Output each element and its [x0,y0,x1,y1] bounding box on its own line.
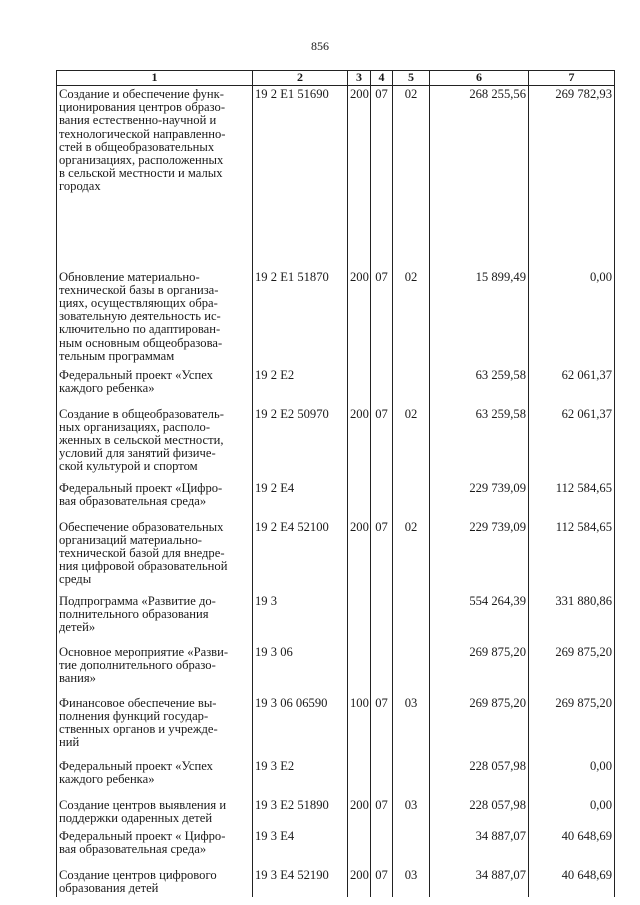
row-code: 19 2 E4 52100 [253,519,348,593]
row-value-7: 40 648,69 [529,828,615,867]
header-row [57,71,615,86]
table-row [57,758,615,797]
row-name: Финансовое обеспечение вы- полнения функций государ- ственных органов и учрежде- ний [57,695,253,758]
row-col3 [348,367,371,406]
table-row [57,480,615,519]
row-value-7: 269 782,93 [529,86,615,269]
col-header-1: 1 [57,71,253,86]
row-value-6: 63 259,58 [430,406,529,480]
row-col5: 02 [393,86,430,269]
col-header-3: 3 [348,71,371,86]
row-col3 [348,593,371,644]
row-col3 [348,828,371,867]
row-name: Обновление материально- технической базы в организа- циях, осуществляющих обра- зовательную деятельность ис- ключительно по адаптирован- ным основным общеобразова- тельным программам [57,269,253,367]
row-code: 19 3 [253,593,348,644]
table-row [57,86,615,269]
row-code: 19 2 E1 51870 [253,269,348,367]
row-value-6: 15 899,49 [430,269,529,367]
row-code: 19 3 06 06590 [253,695,348,758]
row-col4: 07 [371,695,393,758]
col-header-2: 2 [253,71,348,86]
row-name: Создание и обеспечение функ- ционирования центров образо- вания естественно-научной и технологической направленно- стей в общеобразовательных организациях, расположенных в сельской местности и малых городах [57,86,253,269]
table-row [57,519,615,593]
row-value-6: 34 887,07 [430,867,529,897]
row-name: Подпрограмма «Развитие до- полнительного образования детей» [57,593,253,644]
table-row [57,797,615,828]
row-col4 [371,367,393,406]
row-col3: 200 [348,406,371,480]
row-value-6: 269 875,20 [430,695,529,758]
row-code: 19 2 E2 50970 [253,406,348,480]
row-col4 [371,828,393,867]
budget-table [56,70,615,897]
row-value-7: 112 584,65 [529,480,615,519]
row-value-6: 229 739,09 [430,480,529,519]
row-value-7: 112 584,65 [529,519,615,593]
row-name: Федеральный проект « Цифро- вая образовательная среда» [57,828,253,867]
table-row [57,828,615,867]
row-col3: 200 [348,519,371,593]
row-value-6: 228 057,98 [430,797,529,828]
col-header-4: 4 [371,71,393,86]
row-col4 [371,480,393,519]
row-col5 [393,828,430,867]
row-name: Федеральный проект «Успех каждого ребенка» [57,367,253,406]
table-row [57,593,615,644]
row-value-6: 63 259,58 [430,367,529,406]
row-col4: 07 [371,269,393,367]
row-col4: 07 [371,797,393,828]
row-code: 19 3 06 [253,644,348,695]
table-row [57,367,615,406]
col-header-7: 7 [529,71,615,86]
row-value-7: 62 061,37 [529,367,615,406]
row-col5 [393,593,430,644]
row-code: 19 2 E2 [253,367,348,406]
col-header-6: 6 [430,71,529,86]
row-name: Основное мероприятие «Разви- тие дополнительного образо- вания» [57,644,253,695]
row-col5: 03 [393,797,430,828]
row-value-6: 269 875,20 [430,644,529,695]
row-value-7: 331 880,86 [529,593,615,644]
row-col3: 100 [348,695,371,758]
row-col4: 07 [371,519,393,593]
row-col5: 02 [393,269,430,367]
row-col3 [348,644,371,695]
row-value-6: 228 057,98 [430,758,529,797]
row-value-7: 269 875,20 [529,695,615,758]
row-value-6: 34 887,07 [430,828,529,867]
row-code: 19 3 E4 [253,828,348,867]
row-col4: 07 [371,86,393,269]
row-value-7: 0,00 [529,797,615,828]
row-value-6: 268 255,56 [430,86,529,269]
row-col5: 02 [393,519,430,593]
row-value-7: 0,00 [529,758,615,797]
row-col5 [393,480,430,519]
row-col5 [393,644,430,695]
row-col3 [348,758,371,797]
row-code: 19 3 E4 52190 [253,867,348,897]
row-name: Федеральный проект «Цифро- вая образовательная среда» [57,480,253,519]
row-value-6: 554 264,39 [430,593,529,644]
row-code: 19 3 E2 [253,758,348,797]
row-code: 19 2 E4 [253,480,348,519]
row-name: Создание центров цифрового образования детей [57,867,253,897]
col-header-5: 5 [393,71,430,86]
row-col5 [393,367,430,406]
row-value-7: 40 648,69 [529,867,615,897]
row-col3: 200 [348,86,371,269]
page-number: 856 [311,39,329,53]
row-col4: 07 [371,867,393,897]
table-row [57,406,615,480]
row-col3: 200 [348,269,371,367]
row-col3 [348,480,371,519]
table-row [57,695,615,758]
row-col5: 03 [393,695,430,758]
row-col3: 200 [348,867,371,897]
row-value-7: 269 875,20 [529,644,615,695]
row-col4 [371,593,393,644]
row-col4 [371,644,393,695]
row-col5 [393,758,430,797]
row-value-7: 0,00 [529,269,615,367]
row-col4: 07 [371,406,393,480]
table-row [57,644,615,695]
row-name: Создание в общеобразователь- ных организациях, располо- женных в сельской местности, условий для занятий физиче- ской культурой и спортом [57,406,253,480]
row-col5: 03 [393,867,430,897]
row-col3: 200 [348,797,371,828]
row-value-7: 62 061,37 [529,406,615,480]
table-row [57,867,615,897]
row-code: 19 3 E2 51890 [253,797,348,828]
row-code: 19 2 E1 51690 [253,86,348,269]
row-name: Обеспечение образовательных организаций материально- технической базой для внедре- ния цифровой образовательной среды [57,519,253,593]
row-col4 [371,758,393,797]
row-col5: 02 [393,406,430,480]
row-value-6: 229 739,09 [430,519,529,593]
row-name: Федеральный проект «Успех каждого ребенка» [57,758,253,797]
row-name: Создание центров выявления и поддержки одаренных детей [57,797,253,828]
table-row [57,269,615,367]
